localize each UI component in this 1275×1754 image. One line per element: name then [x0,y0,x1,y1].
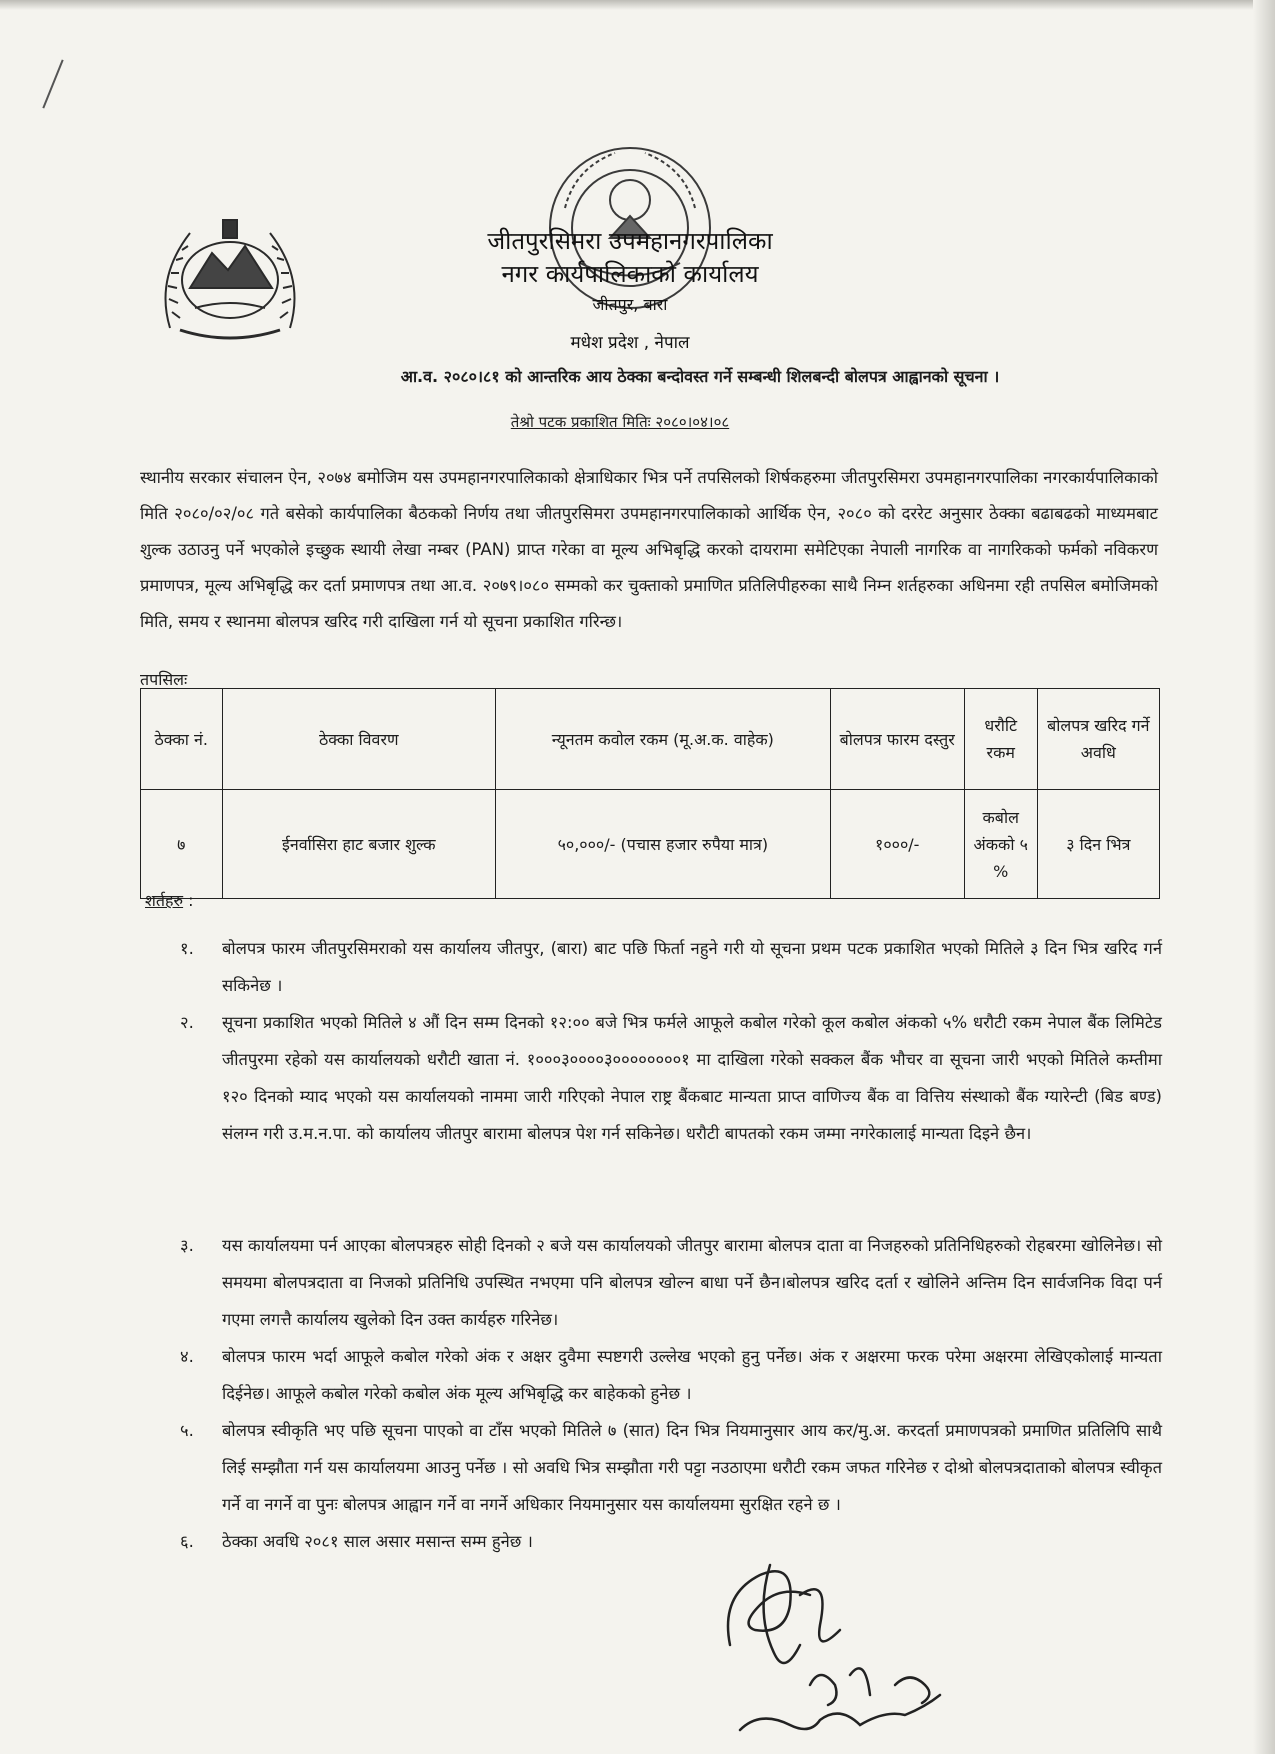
purchase-period: ३ दिन भित्र [1037,790,1159,899]
condition-number: ५. [180,1421,194,1440]
condition-text: ठेक्का अवधि २०८१ साल असार मसान्त सम्म हुनेछ । [222,1532,533,1551]
condition-item [180,1523,1162,1560]
condition-text: बोलपत्र स्वीकृति भए पछि सूचना पाएको वा टाँस भएको मितिले ७ (सात) दिन भित्र नियमानुसार आय कर/मु.अ. करदर्ता प्रमाणपत्रको प्रमाणित प्रतिलिपि साथै लिई सम्झौता गर्न यस कार्यालयमा आउनु पर्नेछ । सो अवधि भित्र सम्झौता गरी पट्टा नउठाएमा धरौटी रकम जफत गरिनेछ र दोश्रो बोलपत्रदाताको बोलपत्र स्वीकृत गर्ने वा नगर्ने वा पुनः बोलपत्र आह्वान गर्ने वा नगर्ने अधिकार नियमानुसार यस कार्यालयमा सुरक्षित रहने छ । [222,1421,1162,1514]
column-header: न्यूनतम कवोल रकम (मू.अ.क. वाहेक) [496,689,831,790]
condition-item [180,1338,1162,1412]
nepal-government-emblem-icon [150,208,310,348]
schedule-label: तपसिलः [140,670,188,689]
condition-item [180,1412,1162,1523]
column-header: बोलपत्र फारम दस्तुर [830,689,964,790]
table-row [141,790,1160,899]
scan-shadow-right [1253,0,1275,1754]
column-header: ठेक्का विवरण [222,689,496,790]
intro-paragraph: स्थानीय सरकार संचालन ऐन, २०७४ बमोजिम यस उपमहानगरपालिकाको क्षेत्राधिकार भित्र पर्ने तपसिलको शिर्षकहरुमा जीतपुरसिमरा उपमहानगरपालिका नगरकार्यपालिकाको मिति २०८०/०२/०८ गते बसेको कार्यपालिका बैठकको निर्णय तथा जीतपुरसिमरा उपमहानगरपालिकाको आर्थिक ऐन, २०८० को दररेट अनुसार ठेक्का बढाबढको माध्यमबाट शुल्क उठाउनु पर्ने भएकोले इच्छुक स्थायी लेखा नम्बर (PAN) प्राप्त गरेका वा मूल्य अभिबृद्धि करको दायरामा समेटिएका नेपाली नागरिक वा नागरिकको फर्मको नविकरण प्रमाणपत्र, मूल्य अभिबृद्धि कर दर्ता प्रमाणपत्र तथा आ.व. २०७९।०८० सम्मको कर चुक्ताको प्रमाणित प्रतिलिपीहरुका साथै निम्न शर्तहरुका अधिनमा रही तपसिल बमोजिमको मिति, समय र स्थानमा बोलपत्र खरिद गरी दाखिला गर्न यो सूचना प्रकाशित गरिन्छ। [140,468,1158,631]
contract-number: ७ [141,790,223,899]
condition-text: बोलपत्र फारम जीतपुरसिमराको यस कार्यालय जीतपुर, (बारा) बाट पछि फिर्ता नहुने गरी यो सूचना प्रथम पटक प्रकाशित भएको मितिले ३ दिन भित्र खरिद गर्न सकिनेछ । [222,939,1162,995]
condition-text: सूचना प्रकाशित भएको मितिले ४ औं दिन सम्म दिनको १२:०० बजे भित्र फर्मले आफूले कबोल गरेको कूल कबोल अंकको ५% धरौटी रकम नेपाल बैंक लिमिटेड जीतपुरमा रहेको यस कार्यालयको धरौटी खाता नं. १०००३००००३००००००००१ मा दाखिला गरेको सक्कल बैंक भौचर वा सूचना जारी भएको मितिले कम्तीमा १२० दिनको म्याद भएको यस कार्यालयको नाममा जारी गरिएको नेपाल राष्ट्र बैंकबाट मान्यता प्राप्त वाणिज्य बैंक वा वित्तिय संस्थाको बैंक ग्यारेन्टी (बिड बण्ड) संलग्न गरी उ.म.न.पा. को कार्यालय जीतपुर बारामा बोलपत्र पेश गर्न सकिनेछ। धरौटी बापतको रकम जम्मा नगरेकालाई मान्यता दिइने छैन। [222,1013,1162,1143]
scan-shadow-top [0,0,1275,10]
office-name: जीतपुरसिमरा उपमहानगरपालिका [487,227,773,255]
minimum-bid-amount: ५०,०००/- (पचास हजार रुपैया मात्र) [496,790,831,899]
condition-number: ४. [180,1347,194,1366]
condition-item [180,1004,1162,1152]
condition-item [180,1227,1162,1338]
condition-number: ६. [180,1532,194,1551]
province-line: मधेश प्रदेश , नेपाल [570,333,690,353]
condition-number: २. [180,1013,194,1032]
conditions-label-colon: : [183,891,194,910]
condition-text: बोलपत्र फारम भर्दा आफूले कबोल गरेको अंक र अक्षर दुवैमा स्पष्टगरी उल्लेख भएको हुनु पर्नेछ। अंक र अक्षरमा फरक परेमा अक्षरमा लेखिएकोलाई मान्यता दिईनेछ। आफूले कबोल गरेको कबोल अंक मूल्य अभिबृद्धि कर बाहेकको हुनेछ । [222,1347,1162,1403]
office-sub-name: नगर कार्यपालिकाको कार्यालय [501,260,759,288]
tender-table [140,688,1160,899]
contract-description: ईनर्वासिरा हाट बजार शुल्क [222,790,496,899]
condition-text: यस कार्यालयमा पर्न आएका बोलपत्रहरु सोही दिनको २ बजे यस कार्यालयको जीतपुर बारामा बोलपत्र दाता वा निजहरुको प्रतिनिधिहरुको रोहबरमा खोलिनेछ। सो समयमा बोलपत्रदाता वा निजको प्रतिनिधि उपस्थित नभएमा पनि बोलपत्र खोल्न बाधा पर्ने छैन।बोलपत्र खरिद दर्ता र खोलिने अन्तिम दिन सार्वजनिक विदा पर्न गएमा लगत्तै कार्यालय खुलेको दिन उक्त कार्यहरु गरिनेछ। [222,1236,1162,1329]
condition-number: १. [180,939,194,958]
handwritten-signature-icon [700,1535,960,1745]
condition-item [180,930,1162,1004]
condition-number: ३. [180,1236,194,1255]
column-header: बोलपत्र खरिद गर्ने अवधि [1037,689,1159,790]
bid-form-fee: १०००/- [830,790,964,899]
deposit-amount: कबोल अंकको ५ % [964,790,1037,899]
column-header: ठेक्का नं. [141,689,223,790]
table-header-row [141,689,1160,790]
conditions-label-text: शर्तहरु [145,891,184,910]
column-header: धरौटि रकम [964,689,1037,790]
office-location: जीतपुर, बारा [592,295,668,314]
publication-date: तेश्रो पटक प्रकाशित मितिः २०८०।०४।०८ [510,413,730,431]
notice-subject: आ.व. २०८०।८१ को आन्तरिक आय ठेक्का बन्दोवस्त गर्ने सम्बन्धी शिलबन्दी बोलपत्र आह्वानको सूचना । [400,367,1000,386]
pen-mark [42,60,63,109]
conditions-label [145,889,194,911]
